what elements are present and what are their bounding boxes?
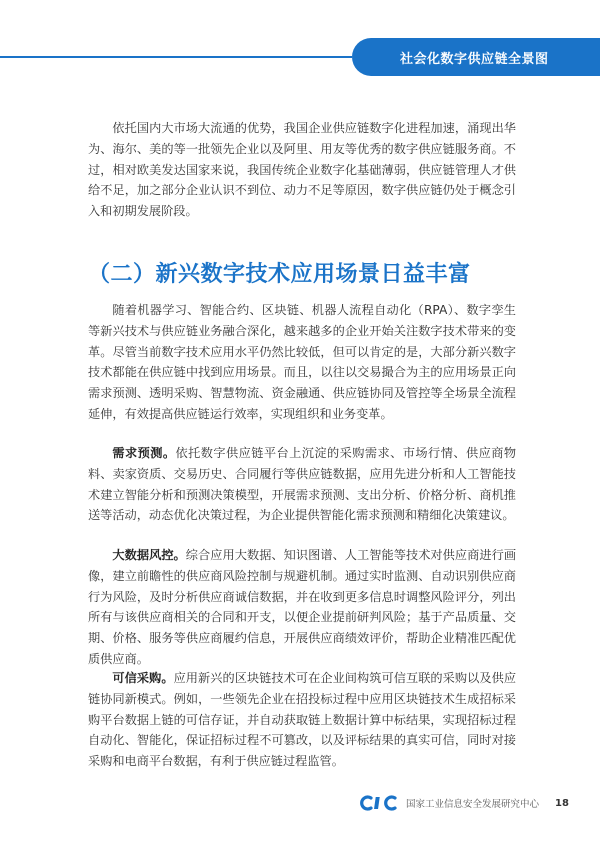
paragraph-text: 依托数字供应链平台上沉淀的采购需求、市场行情、供应商物料、卖家资质、交易历史、合同履行等供应链数据，应用先进分析和人工智能技术建立智能分析和预测决策模型，开展需求预测、支出分析、价格分析、商机推送等活动，动态优化决策过程，为企业提供智能化需求预测和精细化决策建议。 [88, 446, 517, 523]
intro-paragraph: 依托国内大市场大流通的优势，我国企业供应链数字化进程加速，涌现出华为、海尔、美的等一批领先企业以及阿里、用友等优秀的数字供应链服务商。不过，相对欧美发达国家来说，我国传统企业数字化基础薄弱，供应链管理人才供给不足，加之部分企业认识不到位、动力不足等原因，数字供应链仍处于概念引入和初期发展阶段。 [88, 121, 516, 219]
page-footer [360, 791, 569, 815]
cic-logo-icon [360, 795, 398, 811]
page-number: 18 [555, 797, 569, 809]
footer-organization: 国家工业信息安全发展研究中心 [406, 799, 540, 810]
paragraph-lead: 大数据风控。 [112, 548, 186, 562]
body-paragraph-1 [88, 300, 516, 425]
paragraph-text: 综合应用大数据、知识图谱、人工智能等技术对供应商进行画像，建立前瞻性的供应商风险控制与规避机制。通过实时监测、自动识别供应商行为风险，及时分析供应商诚信数据，并在收到更多信息时调整风险评分，列出所有与该供应商相关的合同和开支，以便企业提前研判风险；基于产品质量、交期、价格、服务等供应商履约信息，开展供应商绩效评价，帮助企业精准匹配优质供应商。 [88, 548, 517, 666]
paragraph-text: 应用新兴的区块链技术可在企业间构筑可信互联的采购以及供应链协同新模式。例如，一些领先企业在招投标过程中应用区块链技术生成招标采购平台数据上链的可信存证，并自动获取链上数据计算中标结果，实现招标过程自动化、智能化，保证招标过程不可篡改，以及评标结果的真实可信，同时对接采购和电商平台数据，有利于供应链过程监管。 [88, 671, 517, 769]
header-rule [0, 56, 352, 58]
paragraph-lead: 需求预测。 [112, 446, 176, 460]
page-header [0, 38, 600, 76]
body-paragraph-2 [88, 443, 516, 526]
body-paragraph-4 [88, 668, 516, 772]
header-title: 社会化数字供应链全景图 [352, 38, 600, 76]
section-title: （二）新兴数字技术应用场景日益丰富 [88, 262, 471, 287]
paragraph-lead: 可信采购。 [112, 671, 174, 685]
intro-block [88, 118, 516, 222]
body-paragraph-3 [88, 545, 516, 670]
paragraph-text: 随着机器学习、智能合约、区块链、机器人流程自动化（RPA）、数字孪生等新兴技术与供应链业务融合深化，越来越多的企业开始关注数字技术带来的变革。尽管当前数字技术应用水平仍然比较低，但可以肯定的是，大部分新兴数字技术都能在供应链中找到应用场景。而且，以往以交易撮合为主的应用场景正向需求预测、透明采购、智慧物流、资金融通、供应链协同及管控等全场景全流程延伸，有效提高供应链运行效率，实现组织和业务变革。 [88, 303, 516, 421]
